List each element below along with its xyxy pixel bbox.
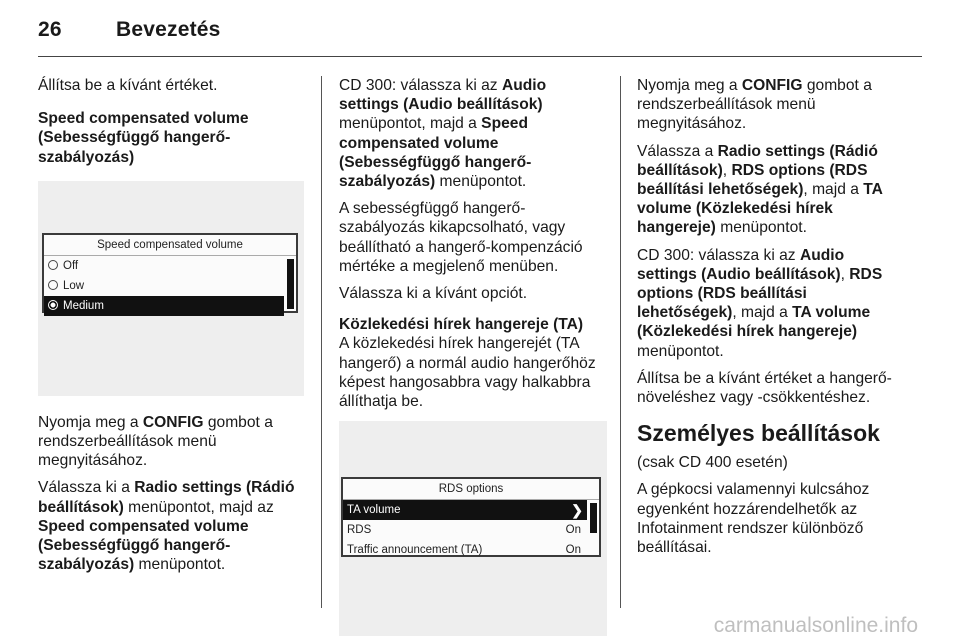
paragraph: Nyomja meg a CONFIG gombot a rendszerbeállítások menü megnyitásához. — [637, 77, 872, 133]
column-2 — [339, 76, 607, 636]
row-rds: RDS On — [347, 524, 581, 537]
column-1 — [38, 76, 304, 582]
heading-personal-settings: Személyes beállítások — [637, 420, 880, 447]
row-ta-volume: TA volume ❯ — [343, 500, 587, 520]
screenshot-rds-options — [339, 421, 607, 636]
paragraph: A közlekedési hírek hangerejét (TA hangerő) a normál audio hangerőhöz képest hangosabbra vagy halkabbra állíthatja be. — [339, 335, 596, 411]
paragraph: CD 300: válassza ki az Audio settings (Audio beállítások) menüpontot, majd a Speed compensated volume (Sebességfüggő hangerő-szabályozás) menüpontot. — [339, 77, 547, 191]
option-low: Low — [44, 276, 284, 296]
screen-title: Speed compensated volume — [44, 235, 296, 256]
radio-icon — [48, 260, 58, 270]
header-rule — [38, 56, 922, 57]
row-traffic-announcement: Traffic announcement (TA) On — [347, 544, 581, 557]
radio-icon — [48, 280, 58, 290]
scrollbar — [287, 259, 294, 309]
column-divider-2 — [620, 76, 621, 608]
page-number: 26 — [38, 18, 62, 41]
paragraph: CD 300: válassza ki az Audio settings (Audio beállítások), RDS options (RDS beállítási lehetőségek), majd a TA volume (Közlekedési hírek hangereje) menüpontot. — [637, 246, 883, 360]
paragraph: Állítsa be a kívánt értéket a hangerő-növeléshez vagy -csökkentéshez. — [637, 369, 892, 407]
paragraph: Állítsa be a kívánt értéket. — [38, 77, 218, 94]
watermark: carmanualsonline.info — [713, 614, 918, 637]
column-3 — [637, 76, 905, 565]
paragraph: (csak CD 400 esetén) — [637, 454, 788, 472]
option-off: Off — [44, 256, 284, 276]
section-title: Bevezetés — [116, 18, 221, 41]
option-medium: Medium — [44, 296, 284, 316]
display-screen — [42, 233, 298, 313]
paragraph: Válassza a Radio settings (Rádió beállítások), RDS options (RDS beállítási lehetőségek), majd a TA volume (Közlekedési hírek hangereje) menüpontot. — [637, 142, 883, 237]
paragraph: Válassza ki a kívánt opciót. — [339, 285, 528, 303]
page-header — [38, 18, 221, 42]
radio-selected-icon — [48, 300, 58, 310]
chevron-right-icon: ❯ — [571, 502, 583, 519]
screen-title: RDS options — [343, 479, 599, 500]
display-screen — [341, 477, 601, 557]
paragraph: A gépkocsi valamennyi kulcsához egyenként hozzárendelhetők az Infotainment rendszer különböző beállításai. — [637, 481, 870, 557]
paragraph: A sebességfüggő hangerő-szabályozás kikapcsolható, vagy beállítható a hangerő-kompenzáció mértéke a megjelenő menüben. — [339, 200, 583, 275]
screenshot-speed-volume — [38, 181, 304, 396]
paragraph: Nyomja meg a CONFIG gombot a rendszerbeállítások menü megnyitásához. — [38, 413, 273, 470]
column-divider-1 — [321, 76, 322, 608]
subheading-speed-volume: Speed compensated volume (Sebességfüggő hangerő-szabályozás) — [38, 110, 249, 166]
subheading-ta-volume: Közlekedési hírek hangereje (TA) — [339, 316, 584, 334]
scrollbar — [590, 503, 597, 533]
paragraph: Válassza ki a Radio settings (Rádió beállítások) menüpontot, majd az Speed compensated volume (Sebességfüggő hangerő-szabályozás) menüpontot. — [38, 479, 295, 574]
